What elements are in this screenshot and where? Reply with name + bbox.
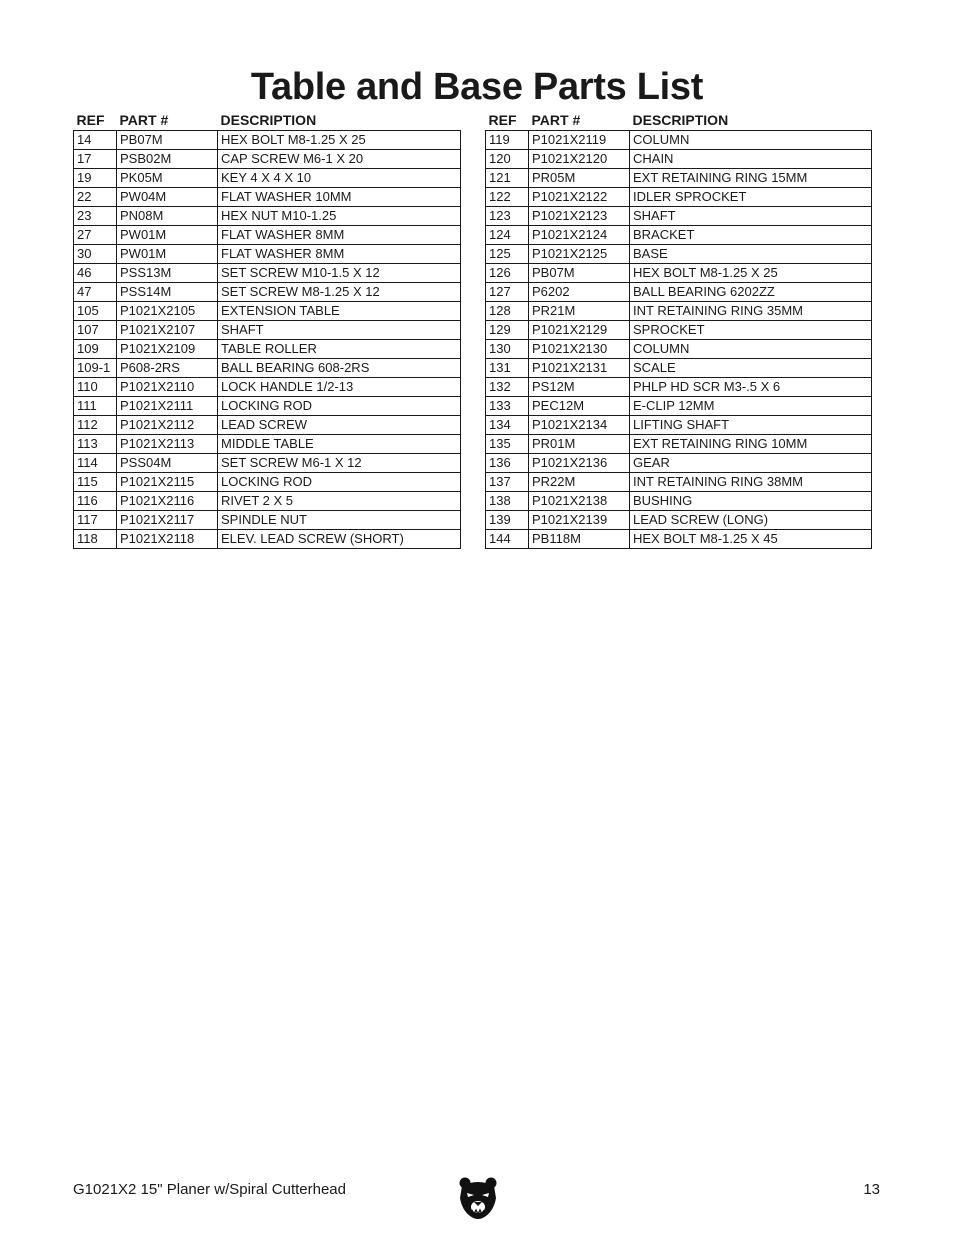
table-row bbox=[486, 207, 872, 226]
description-cell: BALL BEARING 6202ZZ bbox=[630, 283, 872, 302]
description-cell: CAP SCREW M6-1 X 20 bbox=[218, 150, 461, 169]
part-number-cell: P1021X2117 bbox=[117, 511, 218, 530]
description-cell: PHLP HD SCR M3-.5 X 6 bbox=[630, 378, 872, 397]
table-row bbox=[486, 245, 872, 264]
table-row bbox=[74, 416, 461, 435]
ref-cell: 139 bbox=[486, 511, 529, 530]
part-number-cell: P1021X2139 bbox=[529, 511, 630, 530]
part-number-cell: P1021X2119 bbox=[529, 131, 630, 150]
ref-cell: 117 bbox=[74, 511, 117, 530]
header-description: DESCRIPTION bbox=[220, 111, 317, 128]
part-number-cell: PSS13M bbox=[117, 264, 218, 283]
part-number-cell: P1021X2111 bbox=[117, 397, 218, 416]
ref-cell: 111 bbox=[74, 397, 117, 416]
ref-cell: 128 bbox=[486, 302, 529, 321]
ref-cell: 122 bbox=[486, 188, 529, 207]
ref-cell: 46 bbox=[74, 264, 117, 283]
part-number-cell: PR22M bbox=[529, 473, 630, 492]
ref-cell: 19 bbox=[74, 169, 117, 188]
part-number-cell: P1021X2138 bbox=[529, 492, 630, 511]
description-cell: SPROCKET bbox=[630, 321, 872, 340]
table-row bbox=[486, 169, 872, 188]
ref-cell: 113 bbox=[74, 435, 117, 454]
table-row bbox=[486, 264, 872, 283]
ref-cell: 27 bbox=[74, 226, 117, 245]
table-row bbox=[486, 150, 872, 169]
part-number-cell: P1021X2134 bbox=[529, 416, 630, 435]
part-number-cell: P1021X2116 bbox=[117, 492, 218, 511]
header-description: DESCRIPTION bbox=[632, 111, 729, 128]
ref-cell: 118 bbox=[74, 530, 117, 549]
table-row bbox=[74, 492, 461, 511]
ref-cell: 130 bbox=[486, 340, 529, 359]
description-cell: LOCKING ROD bbox=[218, 473, 461, 492]
description-cell: FLAT WASHER 8MM bbox=[218, 245, 461, 264]
part-number-cell: P6202 bbox=[529, 283, 630, 302]
table-row bbox=[486, 226, 872, 245]
table-row bbox=[74, 359, 461, 378]
ref-cell: 107 bbox=[74, 321, 117, 340]
description-cell: SET SCREW M10-1.5 X 12 bbox=[218, 264, 461, 283]
ref-cell: 133 bbox=[486, 397, 529, 416]
part-number-cell: PR01M bbox=[529, 435, 630, 454]
description-cell: EXTENSION TABLE bbox=[218, 302, 461, 321]
part-number-cell: P1021X2109 bbox=[117, 340, 218, 359]
part-number-cell: P1021X2129 bbox=[529, 321, 630, 340]
description-cell: BUSHING bbox=[630, 492, 872, 511]
header-part: PART # bbox=[531, 111, 581, 128]
table-row bbox=[486, 454, 872, 473]
description-cell: LIFTING SHAFT bbox=[630, 416, 872, 435]
table-row bbox=[486, 359, 872, 378]
ref-cell: 136 bbox=[486, 454, 529, 473]
description-cell: HEX BOLT M8-1.25 X 25 bbox=[630, 264, 872, 283]
table-row bbox=[74, 188, 461, 207]
description-cell: LOCKING ROD bbox=[218, 397, 461, 416]
ref-cell: 120 bbox=[486, 150, 529, 169]
ref-cell: 116 bbox=[74, 492, 117, 511]
ref-cell: 114 bbox=[74, 454, 117, 473]
ref-cell: 110 bbox=[74, 378, 117, 397]
ref-cell: 126 bbox=[486, 264, 529, 283]
table-row bbox=[486, 321, 872, 340]
table-row bbox=[486, 302, 872, 321]
header-ref: REF bbox=[488, 111, 517, 128]
table-row bbox=[74, 321, 461, 340]
part-number-cell: P1021X2115 bbox=[117, 473, 218, 492]
description-cell: SET SCREW M8-1.25 X 12 bbox=[218, 283, 461, 302]
part-number-cell: P1021X2123 bbox=[529, 207, 630, 226]
ref-cell: 134 bbox=[486, 416, 529, 435]
part-number-cell: PB07M bbox=[117, 131, 218, 150]
description-cell: FLAT WASHER 10MM bbox=[218, 188, 461, 207]
description-cell: INT RETAINING RING 35MM bbox=[630, 302, 872, 321]
table-row bbox=[486, 188, 872, 207]
parts-table-right bbox=[485, 108, 872, 549]
description-cell: TABLE ROLLER bbox=[218, 340, 461, 359]
description-cell: BALL BEARING 608-2RS bbox=[218, 359, 461, 378]
table-row bbox=[74, 454, 461, 473]
part-number-cell: P608-2RS bbox=[117, 359, 218, 378]
description-cell: LEAD SCREW (LONG) bbox=[630, 511, 872, 530]
parts-table-left-body bbox=[74, 131, 461, 549]
description-cell: ELEV. LEAD SCREW (SHORT) bbox=[218, 530, 461, 549]
part-number-cell: PW01M bbox=[117, 226, 218, 245]
table-row bbox=[74, 283, 461, 302]
ref-cell: 135 bbox=[486, 435, 529, 454]
table-row bbox=[486, 397, 872, 416]
description-cell: KEY 4 X 4 X 10 bbox=[218, 169, 461, 188]
description-cell: LEAD SCREW bbox=[218, 416, 461, 435]
bear-head-icon bbox=[458, 1176, 498, 1222]
part-number-cell: PEC12M bbox=[529, 397, 630, 416]
part-number-cell: P1021X2130 bbox=[529, 340, 630, 359]
part-number-cell: PW04M bbox=[117, 188, 218, 207]
part-number-cell: PR05M bbox=[529, 169, 630, 188]
table-row bbox=[74, 511, 461, 530]
part-number-cell: P1021X2105 bbox=[117, 302, 218, 321]
description-cell: MIDDLE TABLE bbox=[218, 435, 461, 454]
ref-cell: 115 bbox=[74, 473, 117, 492]
table-row bbox=[486, 131, 872, 150]
part-number-cell: PS12M bbox=[529, 378, 630, 397]
part-number-cell: PSB02M bbox=[117, 150, 218, 169]
table-row bbox=[486, 511, 872, 530]
ref-cell: 112 bbox=[74, 416, 117, 435]
part-number-cell: PN08M bbox=[117, 207, 218, 226]
part-number-cell: P1021X2136 bbox=[529, 454, 630, 473]
ref-cell: 131 bbox=[486, 359, 529, 378]
part-number-cell: P1021X2118 bbox=[117, 530, 218, 549]
description-cell: IDLER SPROCKET bbox=[630, 188, 872, 207]
part-number-cell: PB118M bbox=[529, 530, 630, 549]
ref-cell: 17 bbox=[74, 150, 117, 169]
ref-cell: 47 bbox=[74, 283, 117, 302]
ref-cell: 119 bbox=[486, 131, 529, 150]
table-row bbox=[74, 226, 461, 245]
description-cell: SHAFT bbox=[218, 321, 461, 340]
part-number-cell: PK05M bbox=[117, 169, 218, 188]
table-row bbox=[74, 207, 461, 226]
table-row bbox=[74, 150, 461, 169]
ref-cell: 125 bbox=[486, 245, 529, 264]
part-number-cell: P1021X2112 bbox=[117, 416, 218, 435]
part-number-cell: PR21M bbox=[529, 302, 630, 321]
part-number-cell: P1021X2113 bbox=[117, 435, 218, 454]
ref-cell: 144 bbox=[486, 530, 529, 549]
table-row bbox=[74, 397, 461, 416]
table-row bbox=[486, 378, 872, 397]
part-number-cell: PSS14M bbox=[117, 283, 218, 302]
table-row bbox=[74, 302, 461, 321]
description-cell: EXT RETAINING RING 10MM bbox=[630, 435, 872, 454]
page-title: Table and Base Parts List bbox=[250, 66, 704, 108]
table-row bbox=[74, 340, 461, 359]
description-cell: COLUMN bbox=[630, 131, 872, 150]
description-cell: GEAR bbox=[630, 454, 872, 473]
table-row bbox=[74, 245, 461, 264]
description-cell: HEX BOLT M8-1.25 X 25 bbox=[218, 131, 461, 150]
description-cell: COLUMN bbox=[630, 340, 872, 359]
description-cell: HEX NUT M10-1.25 bbox=[218, 207, 461, 226]
ref-cell: 121 bbox=[486, 169, 529, 188]
ref-cell: 137 bbox=[486, 473, 529, 492]
ref-cell: 127 bbox=[486, 283, 529, 302]
ref-cell: 109-1 bbox=[74, 359, 117, 378]
ref-cell: 138 bbox=[486, 492, 529, 511]
table-row bbox=[486, 340, 872, 359]
part-number-cell: PW01M bbox=[117, 245, 218, 264]
description-cell: RIVET 2 X 5 bbox=[218, 492, 461, 511]
part-number-cell: PSS04M bbox=[117, 454, 218, 473]
ref-cell: 14 bbox=[74, 131, 117, 150]
table-row bbox=[486, 283, 872, 302]
parts-table-right-body bbox=[486, 131, 872, 549]
table-row bbox=[486, 530, 872, 549]
part-number-cell: P1021X2122 bbox=[529, 188, 630, 207]
description-cell: LOCK HANDLE 1/2-13 bbox=[218, 378, 461, 397]
description-cell: EXT RETAINING RING 15MM bbox=[630, 169, 872, 188]
ref-cell: 129 bbox=[486, 321, 529, 340]
ref-cell: 23 bbox=[74, 207, 117, 226]
page-number: 13 bbox=[863, 1181, 880, 1198]
part-number-cell: P1021X2110 bbox=[117, 378, 218, 397]
table-row bbox=[74, 530, 461, 549]
table-row bbox=[74, 131, 461, 150]
description-cell: CHAIN bbox=[630, 150, 872, 169]
part-number-cell: P1021X2120 bbox=[529, 150, 630, 169]
description-cell: E-CLIP 12MM bbox=[630, 397, 872, 416]
table-row bbox=[486, 435, 872, 454]
ref-cell: 30 bbox=[74, 245, 117, 264]
description-cell: FLAT WASHER 8MM bbox=[218, 226, 461, 245]
table-row bbox=[486, 416, 872, 435]
table-row bbox=[486, 492, 872, 511]
header-ref: REF bbox=[76, 111, 105, 128]
header-part: PART # bbox=[119, 111, 169, 128]
ref-cell: 124 bbox=[486, 226, 529, 245]
part-number-cell: P1021X2131 bbox=[529, 359, 630, 378]
table-row bbox=[486, 473, 872, 492]
description-cell: BASE bbox=[630, 245, 872, 264]
footer-model-title: G1021X2 15" Planer w/Spiral Cutterhead bbox=[73, 1181, 346, 1198]
ref-cell: 123 bbox=[486, 207, 529, 226]
table-row bbox=[74, 473, 461, 492]
part-number-cell: PB07M bbox=[529, 264, 630, 283]
table-header-row bbox=[74, 108, 461, 131]
description-cell: HEX BOLT M8-1.25 X 45 bbox=[630, 530, 872, 549]
description-cell: SCALE bbox=[630, 359, 872, 378]
description-cell: SHAFT bbox=[630, 207, 872, 226]
table-row bbox=[74, 264, 461, 283]
part-number-cell: P1021X2125 bbox=[529, 245, 630, 264]
part-number-cell: P1021X2107 bbox=[117, 321, 218, 340]
description-cell: SPINDLE NUT bbox=[218, 511, 461, 530]
table-row bbox=[74, 435, 461, 454]
table-row bbox=[74, 378, 461, 397]
description-cell: INT RETAINING RING 38MM bbox=[630, 473, 872, 492]
ref-cell: 105 bbox=[74, 302, 117, 321]
ref-cell: 109 bbox=[74, 340, 117, 359]
table-row bbox=[74, 169, 461, 188]
part-number-cell: P1021X2124 bbox=[529, 226, 630, 245]
ref-cell: 132 bbox=[486, 378, 529, 397]
description-cell: BRACKET bbox=[630, 226, 872, 245]
parts-table-left bbox=[73, 108, 461, 549]
ref-cell: 22 bbox=[74, 188, 117, 207]
table-header-row bbox=[486, 108, 872, 131]
description-cell: SET SCREW M6-1 X 12 bbox=[218, 454, 461, 473]
